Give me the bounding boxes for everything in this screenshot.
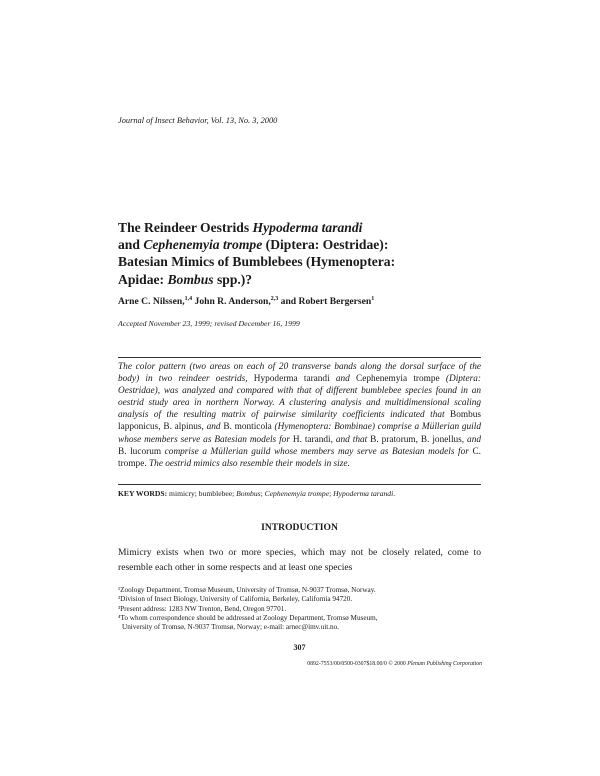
key-words-label: KEY WORDS: — [118, 489, 168, 498]
title-text: and — [118, 237, 144, 253]
copyright-line — [307, 661, 482, 667]
footnote: ³Present address: 1283 NW Trenton, Bend, Oregon 97701. — [118, 604, 287, 613]
author-affiliation-mark: 1 — [371, 296, 375, 302]
abstract-text: (Diptera: Oestridae), was analyzed and compared with that of different bumblebee species found in an oestrid study area in northern Norway. A clustering analysis and multidimensional scaling analysis of the resulting matrix of pairwise similarity coefficients indicated that — [118, 374, 482, 421]
key-word-separator: ; — [329, 489, 334, 498]
title-line-2 — [118, 236, 448, 253]
abstract-text: and — [203, 422, 224, 433]
key-word: Hypoderma tarandi — [333, 489, 394, 498]
abstract-species: B. pratorum, B. jonellus, — [370, 434, 465, 445]
title-text: spp.)? — [213, 271, 253, 287]
footnote: ²Division of Insect Biology, University of California, Berkeley, California 94720. — [118, 595, 353, 604]
section-heading-introduction: INTRODUCTION — [261, 522, 338, 533]
abstract-text: and that — [332, 434, 371, 445]
title-species-italic: Hypoderma tarandi — [252, 220, 363, 235]
key-word-separator: ; — [260, 489, 265, 498]
title-line-3: Batesian Mimics of Bumblebees (Hymenoptera: — [118, 254, 396, 270]
title-text: Apidae: — [118, 271, 168, 287]
abstract-species: B. lucorum — [118, 446, 162, 457]
footnote-continuation: University of Tromsø, N-9037 Tromsø, Norway; e-mail: arnec@imv.uit.no. — [122, 623, 339, 632]
abstract-text: (Hymenoptera: Bombinae) comprise a Müllerian guild whose members serve as Batesian models for — [118, 422, 481, 445]
abstract-species: Cephenemyia trompe — [356, 374, 440, 385]
abstract-text: comprise a Müllerian guild whose members may serve as Batesian models for — [161, 446, 473, 457]
author-list — [118, 296, 374, 307]
author-name: and Robert Bergersen — [278, 296, 372, 308]
abstract-bottom-rule — [118, 484, 481, 485]
journal-citation: Journal of Insect Behavior, Vol. 13, No. 3, 2000 — [118, 116, 278, 125]
abstract-species: C. trompe. — [118, 446, 482, 469]
title-species-italic: Cephenemyia trompe — [143, 237, 263, 253]
author-name: Arne C. Nilssen, — [118, 296, 185, 308]
abstract-species: Hypoderma tarandi — [253, 374, 330, 385]
key-word-separator: . — [393, 489, 396, 498]
footnote: ⁴To whom correspondence should be addressed at Zoology Department, Tromsø Museum, — [118, 613, 378, 622]
abstract-text: and — [464, 434, 481, 445]
footnotes — [118, 586, 481, 632]
key-word: Bombus — [236, 489, 261, 498]
title-text: (Diptera: Oestridae): — [262, 237, 389, 253]
accepted-dates: Accepted November 23, 1999; revised December 16, 1999 — [118, 319, 300, 328]
introduction-paragraph: Mimicry exists when two or more species, which may not be closely related, come to resemble each other in some respects and at least one species — [118, 547, 481, 573]
title-line-4 — [118, 271, 448, 288]
title-genus-italic: Bombus — [167, 271, 214, 287]
abstract-species: H. tarandi, — [292, 434, 333, 445]
page-number: 307 — [293, 643, 306, 652]
key-word: Cephenemyia trompe — [264, 489, 330, 498]
article-title — [118, 219, 448, 288]
abstract-species: B. monticola — [223, 422, 272, 433]
copyright-text: 0892-7553/00/0500-0307$18.00/0 © 2000 — [307, 661, 408, 667]
author-affiliation-mark: 2,3 — [270, 296, 279, 302]
abstract-text: The oestrid mimics also resemble their models in size. — [146, 458, 350, 469]
title-text: The Reindeer Oestrids — [118, 220, 253, 235]
key-word: mimicry; bumblebee; — [167, 489, 237, 498]
abstract-top-rule — [118, 357, 481, 358]
footnote: ¹Zoology Department, Tromsø Museum, University of Tromsø, N-9037 Tromsø, Norway. — [118, 586, 376, 594]
abstract — [118, 361, 481, 470]
author-affiliation-mark: 1,4 — [184, 296, 193, 302]
key-words — [118, 489, 481, 498]
abstract-species: Bombus lapponicus, B. alpinus, — [118, 410, 481, 433]
author-name: John R. Anderson, — [192, 296, 271, 308]
abstract-text: The color pattern (two areas on each of 20 transverse bands along the dorsal surface of the body) in two reindeer oestrids, — [118, 362, 481, 385]
publisher-name: Plenum Publishing Corporation — [407, 661, 482, 667]
abstract-text: and — [329, 374, 357, 385]
title-line-1 — [118, 219, 448, 236]
